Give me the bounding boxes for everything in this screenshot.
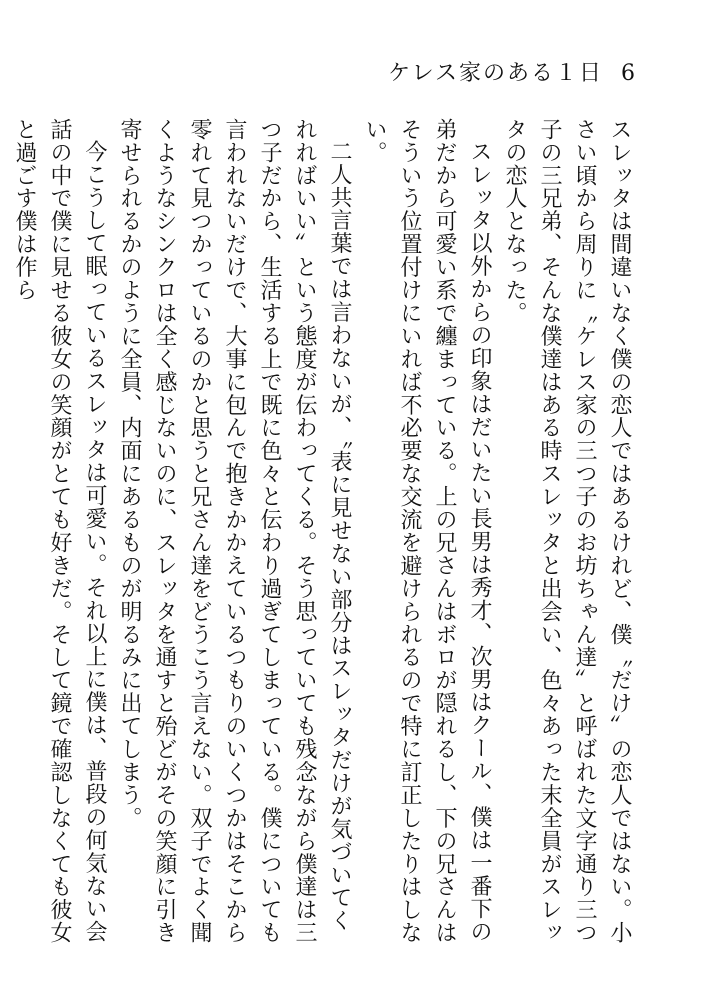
page-number: 6 (621, 61, 637, 86)
paragraph-2: スレッタ以外からの印象はだいたい長男は秀才、次男はクール、僕は一番下の弟だから可愛い系で纏まっている。上の兄さんはボロが隠れるし、下の兄さんはそういう位置付けにいれば不必要な交流を避けられるので特に訂正したりはしない。 (362, 118, 492, 945)
paragraph-4: 今こうして眠っているスレッタは可愛い。それ以上に僕は、普段の何気ない会話の中で僕に見せる彼女の笑顔がとても好きだ。そして鏡で確認しなくても彼女と過ごす僕は作ら (12, 118, 107, 945)
paragraph-3: 二人共言葉では言わないが、〝表に見せない部分はスレッタだけが気づいてくれればいい〟という態度が伝わってくる。そう思っていても残念ながら僕達は三つ子だから、生活する上で既に色々と伝わり過ぎてしまっている。僕についても言われないだけで、大事に包んで抱きかかえているつもりのいくつかはそこから零れて見つかっているのかと思うと兄さん達をどうこう言えない。双子でよく聞くようなシンクロは全く感じないのに、スレッタを通すと殆どがその笑顔に引き寄せられるかのように全員、内面にあるものが明るみに出てしまう。 (117, 118, 352, 945)
paragraph-1: スレッタは間違いなく僕の恋人ではあるけれど、僕〝だけ〟の恋人ではない。小さい頃から周りに〝ケレス家の三つ子のお坊ちゃん達〟と呼ばれた文字通り三つ子の三兄弟、そんな僕達はある時スレッタと出会い、色々あった末全員がスレッタの恋人となった。 (502, 118, 632, 945)
body-text (7, 118, 637, 948)
running-header (388, 56, 637, 87)
chapter-title: ケレス家のある１日 (388, 61, 603, 86)
